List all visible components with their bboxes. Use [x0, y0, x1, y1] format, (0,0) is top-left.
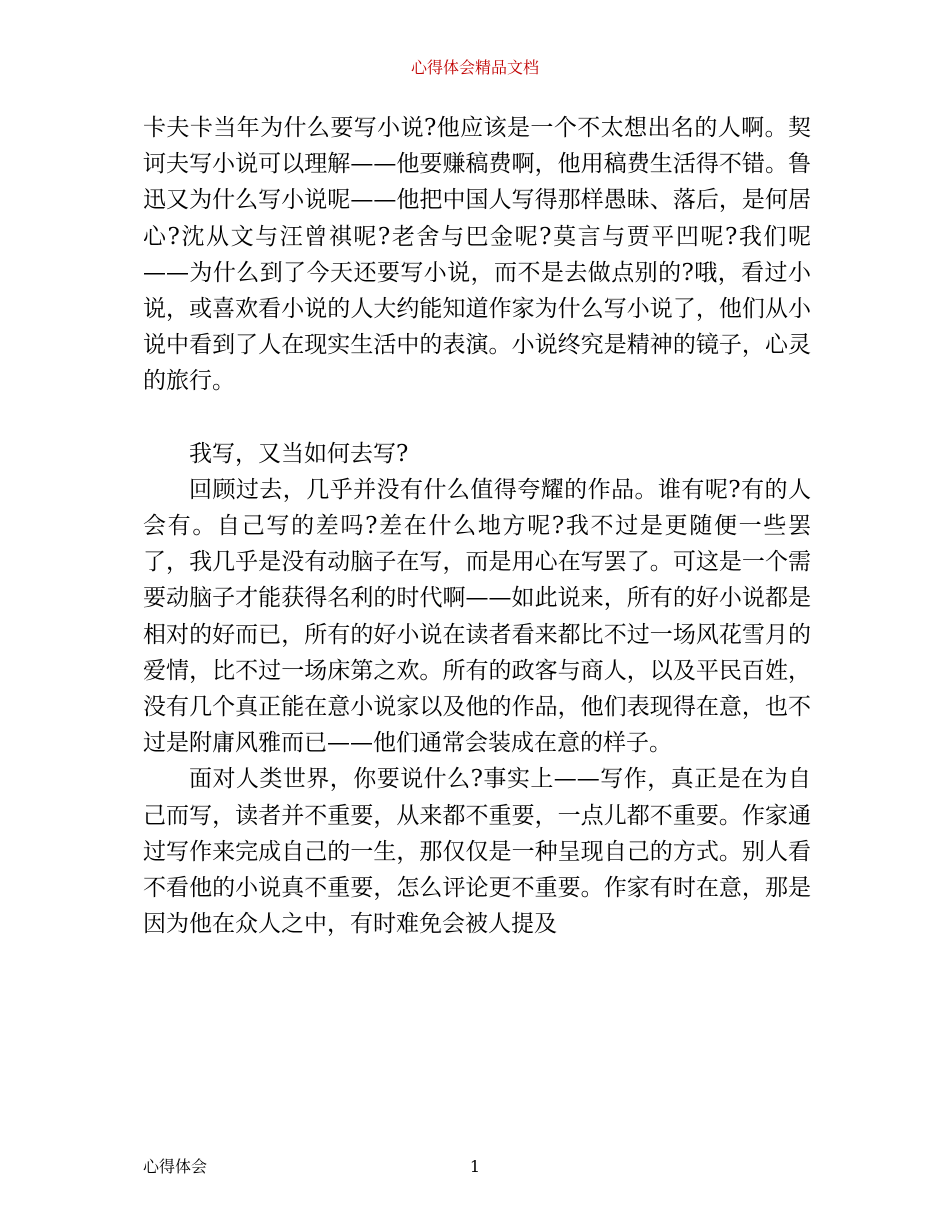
paragraph-4: 面对人类世界，你要说什么?事实上——写作，真正是在为自己而写，读者并不重要，从来都不重要，一点儿都不重要。作家通过写作来完成自己的一生，那仅仅是一种呈现自己的方式。别人看不看他的小说真不重要，怎么评论更不重要。作家有时在意，那是因为他在众人之中，有时难免会被人提及: [143, 766, 811, 938]
paragraph-2: 我写，又当如何去写?: [189, 440, 409, 467]
paragraph-1: 卡夫卡当年为什么要写小说?他应该是一个不太想出名的人啊。契诃夫写小说可以理解——他要赚稿费啊，他用稿费生活得不错。鲁迅又为什么写小说呢——他把中国人写得那样愚昧、落后，是何居心?沈从文与汪曾祺呢?老舍与巴金呢?莫言与贾平凹呢?我们呢——为什么到了今天还要写小说，而不是去做点别的?哦，看过小说，或喜欢看小说的人大约能知道作家为什么写小说了，他们从小说中看到了人在现实生活中的表演。小说终究是精神的镜子，心灵的旅行。: [143, 115, 811, 395]
page-header-title: 心得体会精品文档: [410, 58, 539, 77]
document-body: [143, 110, 811, 942]
footer-label: 心得体会: [143, 1157, 208, 1176]
page-number: 1: [469, 1157, 481, 1176]
paragraph-3: 回顾过去，几乎并没有什么值得夸耀的作品。谁有呢?有的人会有。自己写的差吗?差在什么地方呢?我不过是更随便一些罢了，我几乎是没有动脑子在写，而是用心在写罢了。可这是一个需要动脑子才能获得名利的时代啊——如此说来，所有的好小说都是相对的好而已，所有的好小说在读者看来都比不过一场风花雪月的爱情，比不过一场床第之欢。所有的政客与商人，以及平民百姓，没有几个真正能在意小说家以及他的作品，他们表现得在意，也不过是附庸风雅而已——他们通常会装成在意的样子。: [143, 476, 811, 757]
